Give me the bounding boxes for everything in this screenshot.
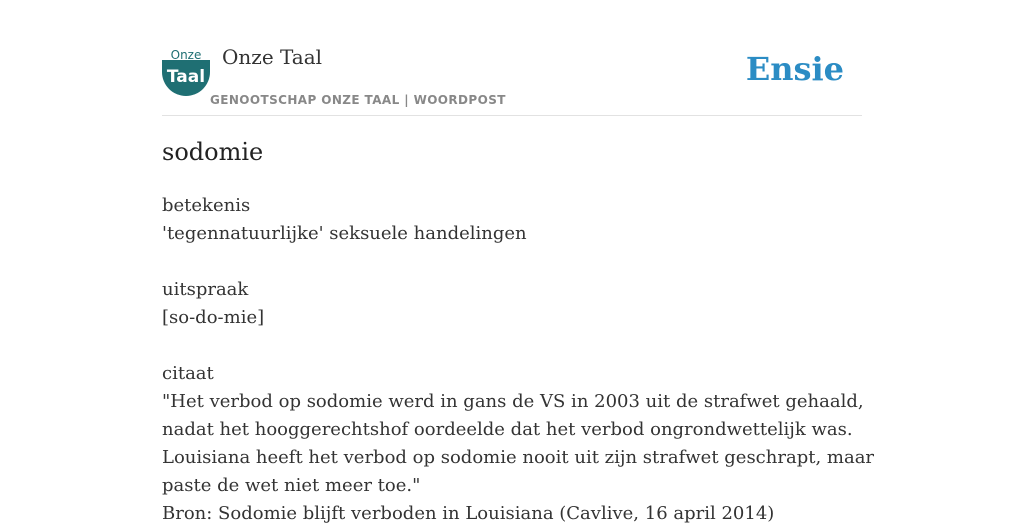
section-spacer (162, 248, 862, 276)
section-text-betekenis: 'tegennatuurlijke' seksuele handelingen (162, 223, 527, 244)
quote-line: Louisiana heeft het verbod op sodomie nooit uit zijn strafwet geschrapt, maar (162, 447, 875, 468)
section-text-uitspraak: [so-do-mie] (162, 307, 265, 328)
logo-bottom-text: Taal (166, 67, 206, 87)
section-label-citaat: citaat (162, 363, 214, 384)
site-name[interactable]: Onze Taal (222, 45, 323, 69)
onze-taal-logo[interactable] (162, 50, 210, 96)
site-header (162, 40, 862, 116)
quote-line: paste de wet niet meer toe." (162, 475, 421, 496)
quote-line: nadat het hooggerechtshof oordeelde dat het verbod ongrondwettelijk was. (162, 419, 853, 440)
entry-content (162, 192, 875, 528)
logo-top-text: Onze (170, 48, 202, 62)
section-label-uitspraak: uitspraak (162, 279, 249, 300)
quote-source: Bron: Sodomie blijft verboden in Louisiana (Cavlive, 16 april 2014) (162, 503, 775, 524)
site-subtitle[interactable]: GENOOTSCHAP ONZE TAAL | WOORDPOST (210, 93, 506, 107)
section-label-betekenis: betekenis (162, 195, 251, 216)
quote-line: "Het verbod op sodomie werd in gans de VS in 2003 uit de strafwet gehaald, (162, 391, 864, 412)
section-spacer (162, 332, 862, 360)
ensie-brand-logo[interactable]: Ensie (745, 50, 844, 88)
entry-title: sodomie (162, 138, 264, 166)
